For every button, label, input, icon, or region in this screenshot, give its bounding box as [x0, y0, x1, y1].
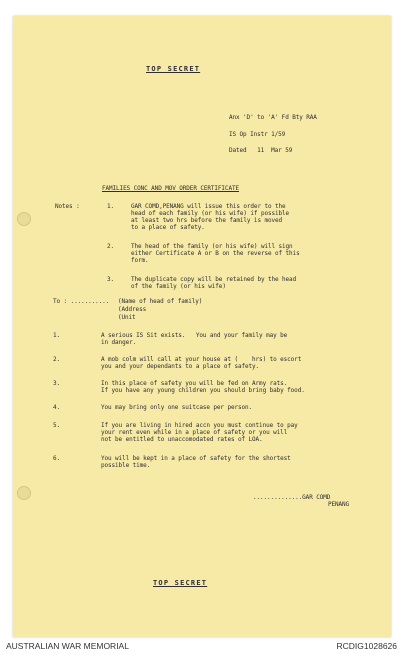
item-line: In this place of safety you will be fed on Army rats.	[101, 380, 288, 387]
item-line: You will be kept in a place of safety for the shortest	[101, 455, 291, 462]
item-line: If you are living in hired accn you must continue to pay	[101, 422, 298, 429]
item-line: If you have any young children you should bring baby food.	[101, 387, 305, 394]
item-line: A mob colm will call at your house at ( hrs) to escort	[101, 356, 302, 363]
note-line: to a place of safety.	[131, 224, 205, 231]
note-number: 1.	[107, 203, 115, 210]
to-field: (Unit	[118, 314, 136, 321]
item-line: you and your dependants to a place of safety.	[101, 363, 260, 370]
footer-reference: RCDIG1028626	[336, 641, 397, 651]
annex-line: IS Op Instr 1/59	[229, 131, 286, 138]
punch-hole	[17, 212, 31, 226]
classification-bottom: TOP SECRET	[153, 579, 208, 587]
note-line: head of each family (or his wife) if possible	[131, 210, 290, 217]
item-line: You may bring only one suitcase per person.	[101, 404, 253, 411]
annex-line: Dated 11 Mar 59	[229, 147, 293, 154]
document-page	[13, 16, 391, 637]
item-line: A serious IS Sit exists. You and your family may be	[101, 332, 288, 339]
item-number: 4.	[53, 404, 61, 411]
signature-line: PENANG	[328, 501, 350, 508]
note-number: 3.	[107, 276, 115, 283]
note-line: form.	[131, 257, 149, 264]
punch-hole	[17, 486, 31, 500]
note-number: 2.	[107, 243, 115, 250]
note-line: The head of the family (or his wife) will sign	[131, 243, 293, 250]
classification-top: TOP SECRET	[146, 65, 201, 73]
footer-source: AUSTRALIAN WAR MEMORIAL	[6, 641, 129, 651]
note-line: either Certificate A or B on the reverse of this	[131, 250, 300, 257]
signature-line: ..............GAR COMD	[253, 494, 331, 501]
note-line: at least two hrs before the family is moved	[131, 217, 283, 224]
note-line: GAR COMD,PENANG will issue this order to the	[131, 203, 286, 210]
item-line: in danger.	[101, 339, 137, 346]
item-line: possible time.	[101, 462, 151, 469]
item-number: 6.	[53, 455, 61, 462]
item-number: 3.	[53, 380, 61, 387]
document-title: FAMILIES CONC AND MOV ORDER CERTIFICATE	[102, 185, 239, 192]
item-number: 5.	[53, 422, 61, 429]
notes-label: Notes :	[55, 203, 80, 210]
annex-line: Anx 'D' to 'A' Fd Bty RAA	[229, 114, 317, 121]
item-line: not be entitled to unaccomodated rates of LOA.	[101, 436, 263, 443]
item-number: 2.	[53, 356, 61, 363]
note-line: of the family (or his wife)	[131, 283, 226, 290]
to-label: To : ...........	[53, 298, 110, 305]
to-field: (Address	[118, 306, 147, 313]
item-number: 1.	[53, 332, 61, 339]
note-line: The duplicate copy will be retained by the head	[131, 276, 297, 283]
item-line: your rent even while in a place of safety or you will	[101, 429, 288, 436]
to-field: (Name of head of family)	[118, 298, 203, 305]
